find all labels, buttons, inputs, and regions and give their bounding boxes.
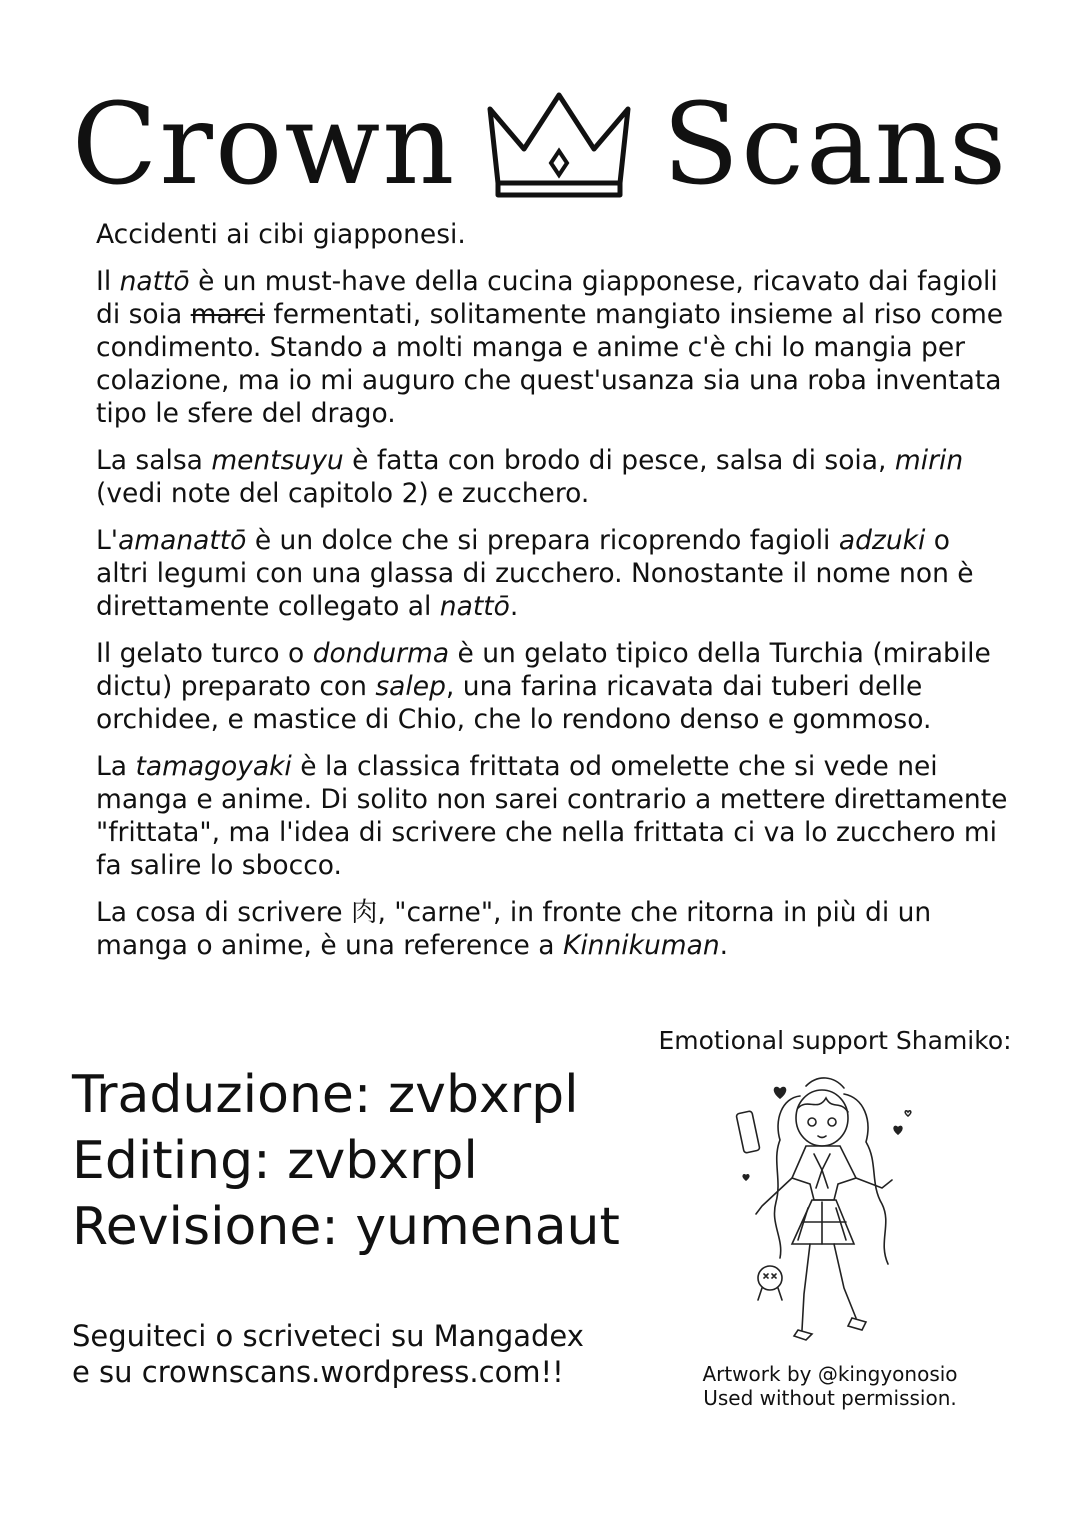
note-amanatto: L'amanattō è un dolce che si prepara ricoprendo fagioli adzuki o altri legumi con una glassa di zucchero. Nonostante il nome non è direttamente collegato al nattō. — [96, 525, 974, 622]
follow-line-2: e su crownscans.wordpress.com!! — [72, 1355, 564, 1389]
brand-title-right: Scans — [662, 80, 1009, 210]
credit-revision: Revisione: yumenaut — [72, 1197, 620, 1257]
artwork-credit-line-2: Used without permission. — [703, 1386, 957, 1410]
artwork-credit — [660, 1362, 1000, 1410]
notes-intro: Accidenti ai cibi giapponesi. — [96, 219, 466, 250]
follow-message — [72, 1318, 672, 1390]
credit-translation: Traduzione: zvbxrpl — [72, 1065, 579, 1125]
header-logo — [0, 80, 1080, 210]
brand-title-left: Crown — [71, 80, 457, 210]
staff-credits — [72, 1062, 652, 1260]
struck-word: marci — [190, 299, 265, 330]
note-tamagoyaki: La tamagoyaki è la classica frittata od omelette che si vede nei manga e anime. Di solito non sarei contrario a mettere direttamente "frittata", ma l'idea di scrivere che nella frittata ci va lo zucchero mi fa salire lo sbocco. — [96, 751, 1008, 881]
crown-icon — [484, 89, 634, 201]
translation-notes — [96, 218, 1008, 976]
character-artwork — [722, 1068, 932, 1358]
note-mentsuyu: La salsa mentsuyu è fatta con brodo di pesce, salsa di soia, mirin (vedi note del capitolo 2) e zucchero. — [96, 445, 964, 509]
support-label: Emotional support Shamiko: — [658, 1026, 1012, 1055]
credit-editing: Editing: zvbxrpl — [72, 1131, 478, 1191]
note-natto: Il nattō è un must-have della cucina giapponese, ricavato dai fagioli di soia marci fermentati, solitamente mangiato insieme al riso come condimento. Stando a molti manga e anime c'è chi lo mangia per colazione, ma io mi auguro che quest'usanza sia una roba inventata tipo le sfere del drago. — [96, 266, 1004, 429]
follow-line-1: Seguiteci o scriveteci su Mangadex — [72, 1319, 584, 1353]
note-kinnikuman: La cosa di scrivere 肉, "carne", in fronte che ritorna in più di un manga o anime, è una reference a Kinnikuman. — [96, 897, 932, 961]
artwork-credit-line-1: Artwork by @kingyonosio — [702, 1362, 958, 1386]
note-dondurma: Il gelato turco o dondurma è un gelato tipico della Turchia (mirabile dictu) preparato con salep, una farina ricavata dai tuberi delle orchidee, e mastice di Chio, che lo rendono denso e gommoso. — [96, 638, 991, 735]
